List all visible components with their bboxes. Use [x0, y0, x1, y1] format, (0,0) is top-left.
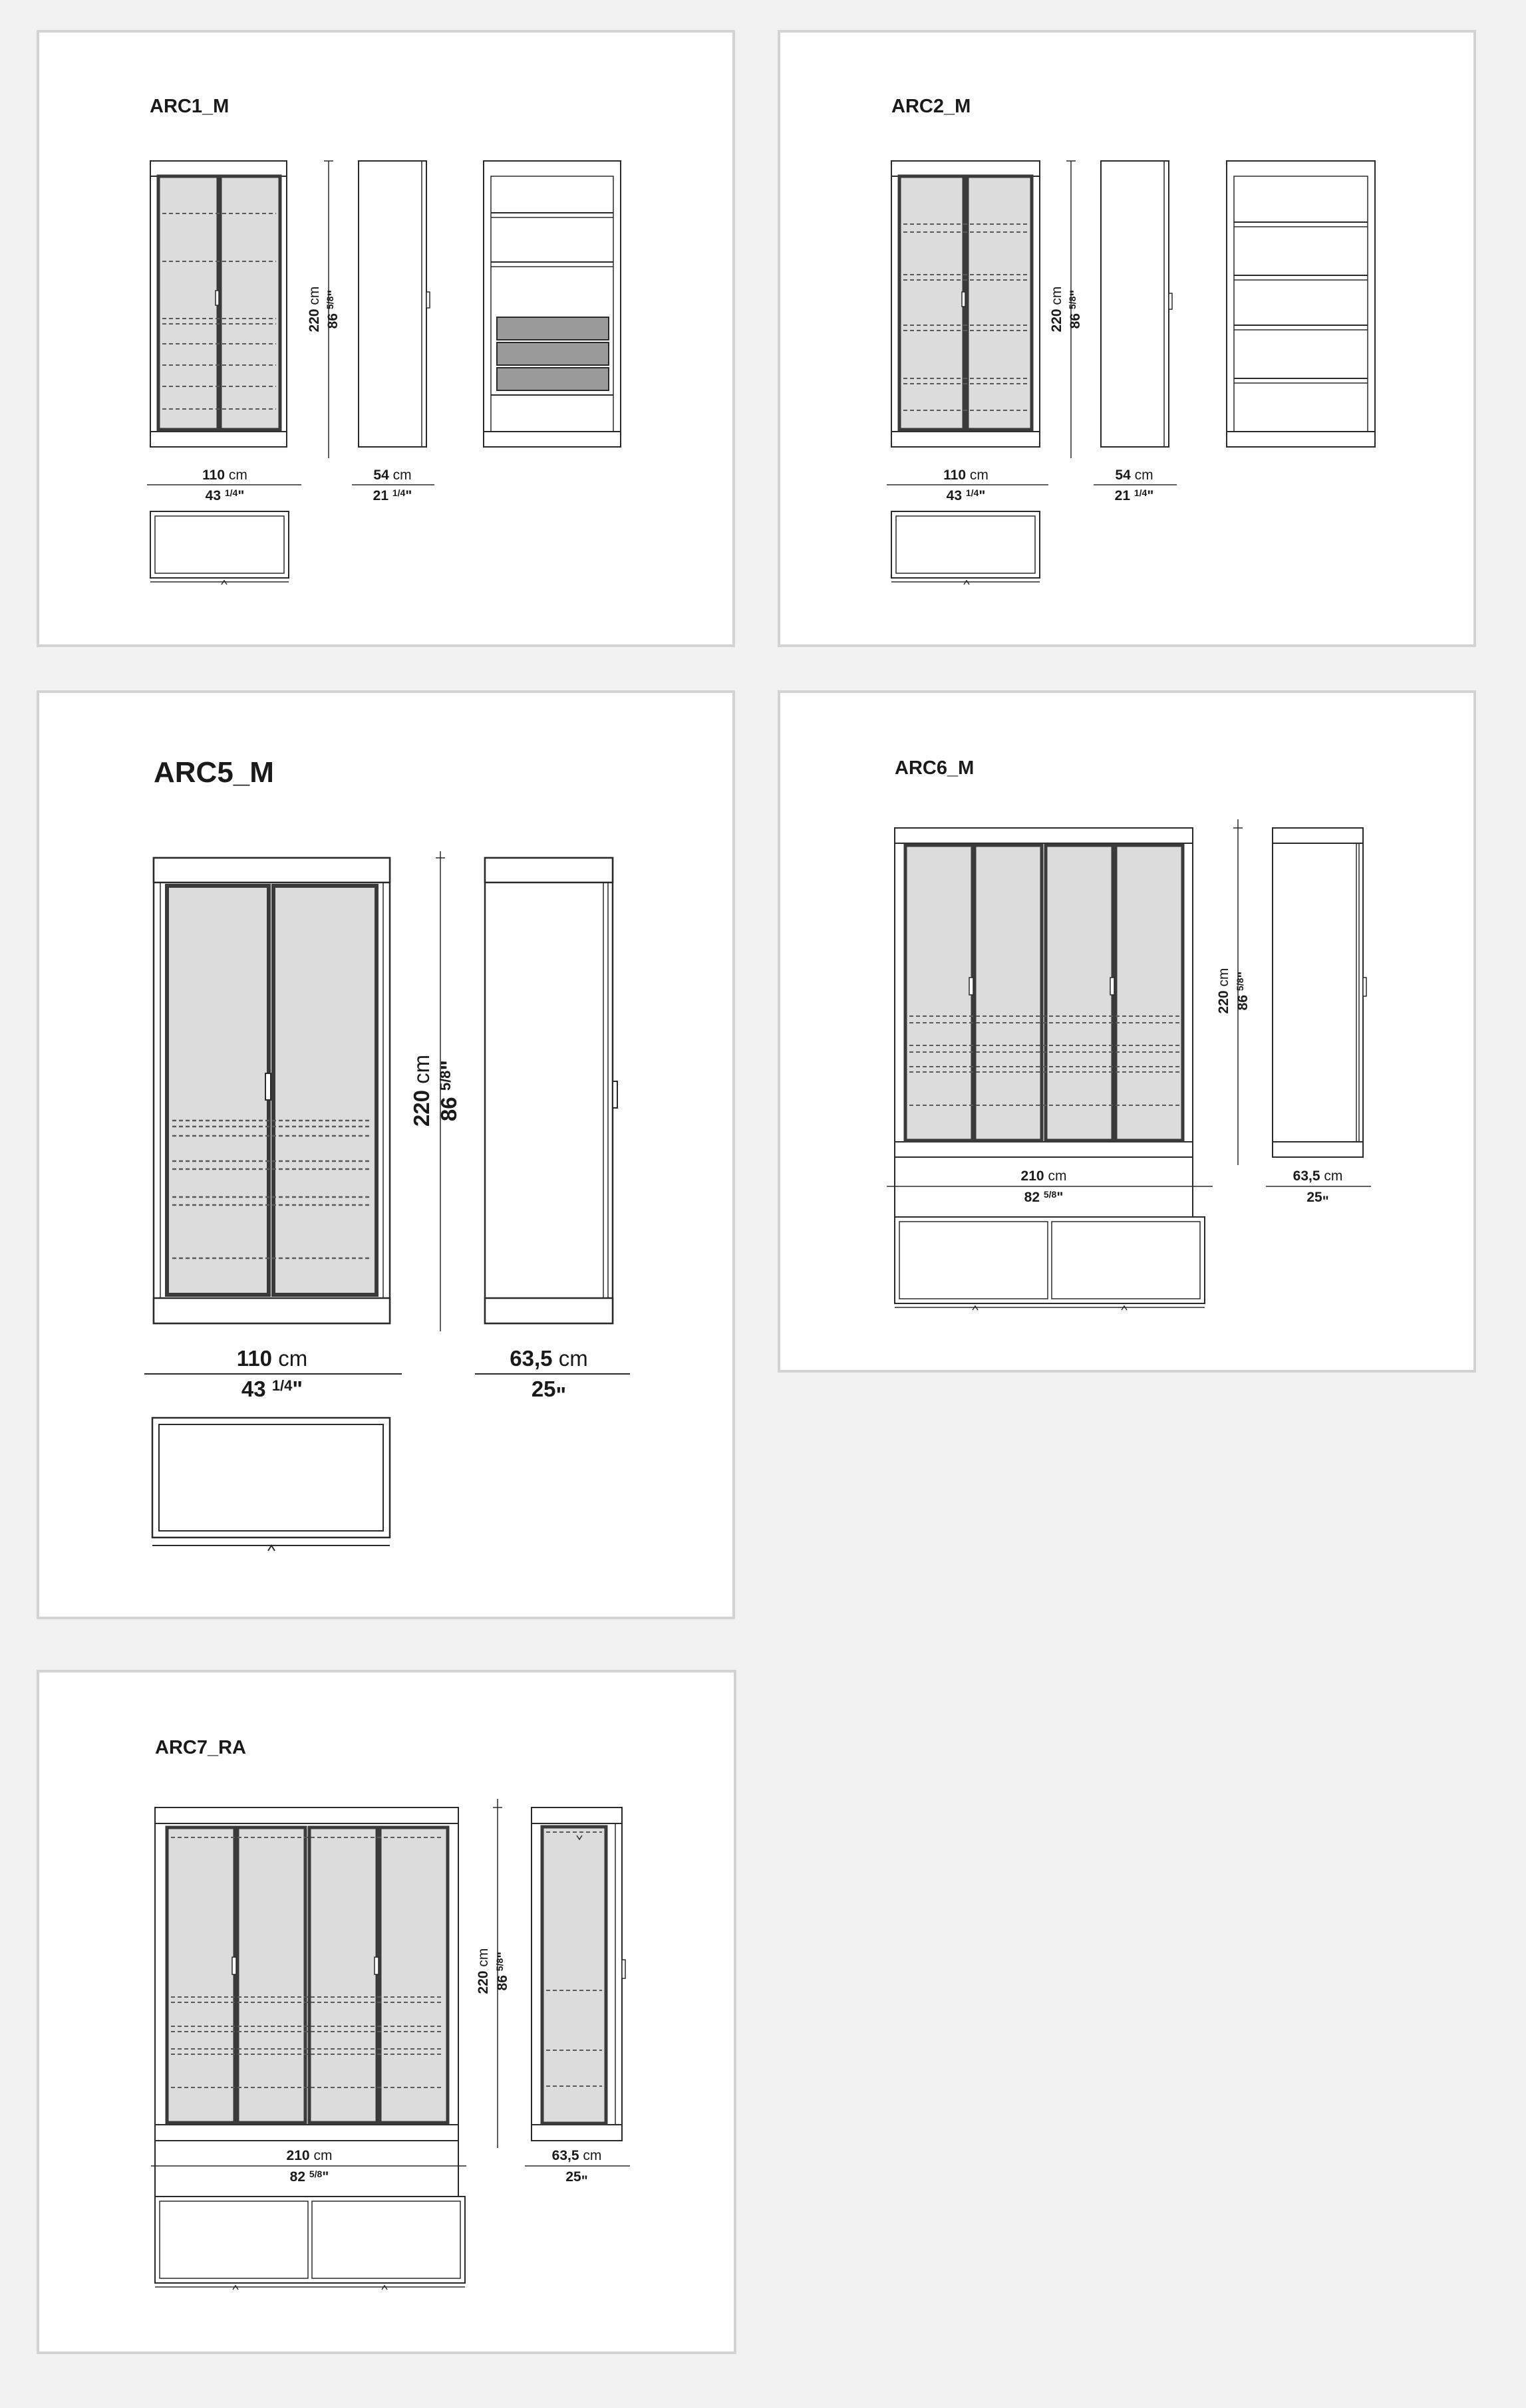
side-view [1273, 828, 1366, 1157]
svg-text:220 cm [476, 1948, 491, 1994]
width-cm-value: 110 [943, 468, 967, 483]
svg-text:110 cm [202, 468, 247, 483]
depth-inch-whole: 21 [1114, 488, 1131, 503]
depth-cm-unit: cm [392, 468, 412, 483]
card-arc5-m [37, 690, 735, 1619]
width-inch-fraction: 1/4 [271, 1377, 293, 1394]
interior-view [1227, 161, 1375, 447]
depth-cm-unit: cm [1324, 1168, 1343, 1184]
svg-text:86 5/8": 86 $^{5/8}$" [1235, 971, 1251, 1011]
depth-cm-unit: cm [1134, 468, 1153, 483]
width-cm-unit: cm [969, 468, 989, 483]
height-cm-value: 220 [1049, 309, 1064, 333]
svg-text:25": 25" [531, 1377, 567, 1407]
svg-text:82 5/8": 82 $^{5/8}$" [1024, 1189, 1064, 1205]
product-code: ARC2_M [891, 96, 971, 117]
front-view [154, 858, 390, 1323]
svg-text:210 cm [287, 2148, 333, 2163]
plan-view [152, 1418, 390, 1551]
width-cm-value: 110 [202, 468, 226, 483]
width-cm-value: 210 [286, 2148, 310, 2163]
height-inch-whole: 86 [1068, 313, 1083, 329]
front-view [150, 161, 287, 447]
width-inch-whole: 43 [241, 1377, 266, 1401]
width-inch-fraction: 5/8 [1043, 1189, 1057, 1200]
height-dimension [409, 851, 461, 1331]
side-view [532, 1807, 625, 2141]
depth-inch-whole: 25 [531, 1377, 556, 1401]
svg-text:210 cm [1021, 1168, 1067, 1184]
drawing-arc5-m [39, 693, 738, 1622]
depth-dimension [475, 1346, 630, 1407]
svg-text:21 1/4": 21 $^{1/4}$" [373, 487, 412, 503]
svg-text:220 cm [307, 287, 322, 333]
front-view [891, 161, 1040, 447]
depth-dimension [1266, 1168, 1371, 1209]
svg-text:86 5/8": 86 $^{5/8}$" [436, 1059, 461, 1122]
depth-inch-whole: 25 [565, 2169, 581, 2185]
plan-view [895, 1217, 1205, 1310]
width-inch-whole: 82 [289, 2169, 306, 2185]
width-dimension [144, 1346, 402, 1401]
svg-text:43 1/4": 43 $^{1/4}$" [241, 1377, 303, 1401]
svg-text:63,5 cm [1293, 1168, 1343, 1184]
height-inch-whole: 86 [436, 1097, 461, 1122]
plan-view [891, 511, 1040, 585]
svg-text:25": 25" [1306, 1190, 1329, 1209]
svg-text:63,5 cm [552, 2148, 602, 2163]
height-cm-unit: cm [476, 1948, 491, 1967]
width-inch-whole: 43 [946, 488, 963, 503]
card-arc7-ra [37, 1670, 736, 2354]
drawing-arc1-m [39, 33, 738, 650]
plan-view [155, 2197, 465, 2290]
height-cm-unit: cm [1049, 286, 1064, 305]
depth-cm-unit: cm [558, 1346, 588, 1371]
drawing-arc7-ra [39, 1672, 739, 2357]
depth-inch-fraction: 1/4 [1134, 487, 1147, 498]
card-arc2-m [778, 30, 1476, 647]
svg-text:220 cm [1049, 287, 1064, 333]
svg-text:21 1/4": 21 $^{1/4}$" [1114, 487, 1154, 503]
svg-text:54 cm [373, 468, 411, 483]
width-inch-fraction: 5/8 [309, 2169, 323, 2179]
card-arc1-m [37, 30, 735, 647]
depth-cm-value: 63,5 [510, 1346, 553, 1371]
width-dimension [887, 468, 1048, 503]
side-view [359, 161, 430, 447]
height-cm-value: 220 [476, 1970, 491, 1994]
svg-text:110 cm [237, 1346, 307, 1371]
product-code: ARC1_M [150, 96, 229, 117]
height-cm-value: 220 [307, 309, 322, 333]
width-cm-value: 210 [1020, 1168, 1044, 1184]
height-dimension [1216, 819, 1251, 1165]
depth-dimension [352, 468, 434, 503]
height-cm-unit: cm [409, 1054, 434, 1084]
svg-text:82 5/8": 82 $^{5/8}$" [289, 2169, 329, 2185]
height-inch-whole: 86 [495, 1974, 510, 1991]
height-cm-unit: cm [1216, 968, 1231, 987]
svg-text:220 cm [1216, 968, 1231, 1014]
height-dimension [307, 161, 341, 458]
width-inch-whole: 82 [1024, 1190, 1040, 1205]
width-cm-value: 110 [236, 1346, 273, 1371]
interior-view [484, 161, 621, 447]
height-cm-value: 220 [409, 1090, 434, 1127]
svg-text:86 5/8": 86 $^{5/8}$" [1067, 289, 1083, 329]
side-view [485, 858, 617, 1323]
drawing-arc6-m [780, 693, 1479, 1375]
depth-inch-whole: 21 [373, 488, 389, 503]
svg-text:110 cm [943, 468, 989, 483]
drawing-arc2-m [780, 33, 1479, 650]
svg-text:54 cm [1115, 468, 1153, 483]
svg-text:63,5 cm [510, 1346, 587, 1371]
width-cm-unit: cm [313, 2148, 333, 2163]
depth-cm-value: 54 [373, 468, 389, 483]
svg-text:220 cm [409, 1055, 434, 1127]
height-cm-unit: cm [307, 286, 322, 305]
height-cm-value: 220 [1216, 990, 1231, 1014]
height-inch-whole: 86 [1235, 994, 1251, 1011]
depth-inch-fraction: 1/4 [392, 487, 406, 498]
svg-text:43 1/4": 43 $^{1/4}$" [205, 487, 245, 503]
product-code: ARC7_RA [155, 1737, 246, 1758]
depth-dimension [525, 2148, 630, 2189]
plan-view [150, 511, 289, 585]
product-code: ARC5_M [154, 756, 274, 789]
depth-cm-value: 63,5 [551, 2148, 579, 2163]
svg-text:25": 25" [565, 2169, 588, 2189]
card-arc6-m [778, 690, 1476, 1373]
height-inch-fraction: 5/8 [1235, 978, 1245, 992]
height-inch-fraction: 5/8 [1067, 296, 1078, 310]
svg-text:86 5/8": 86 $^{5/8}$" [494, 1951, 510, 1991]
svg-text:86 5/8": 86 $^{5/8}$" [325, 289, 341, 329]
width-dimension [147, 468, 301, 503]
side-view [1101, 161, 1172, 447]
width-cm-unit: cm [278, 1346, 308, 1371]
depth-cm-unit: cm [583, 2148, 602, 2163]
product-code: ARC6_M [895, 757, 975, 779]
height-inch-fraction: 5/8 [325, 296, 335, 310]
width-inch-whole: 43 [205, 488, 222, 503]
height-dimension [476, 1799, 510, 2148]
depth-cm-value: 54 [1115, 468, 1131, 483]
height-dimension [1049, 161, 1083, 458]
depth-cm-value: 63,5 [1293, 1168, 1320, 1184]
width-inch-fraction: 1/4 [965, 487, 979, 498]
width-cm-unit: cm [1048, 1168, 1067, 1184]
svg-text:43 1/4": 43 $^{1/4}$" [946, 487, 986, 503]
height-inch-fraction: 5/8 [437, 1070, 454, 1091]
height-inch-whole: 86 [325, 313, 341, 329]
depth-dimension [1094, 468, 1177, 503]
depth-inch-whole: 25 [1306, 1190, 1322, 1205]
width-cm-unit: cm [228, 468, 247, 483]
width-inch-fraction: 1/4 [224, 487, 238, 498]
height-inch-fraction: 5/8 [494, 1958, 505, 1972]
